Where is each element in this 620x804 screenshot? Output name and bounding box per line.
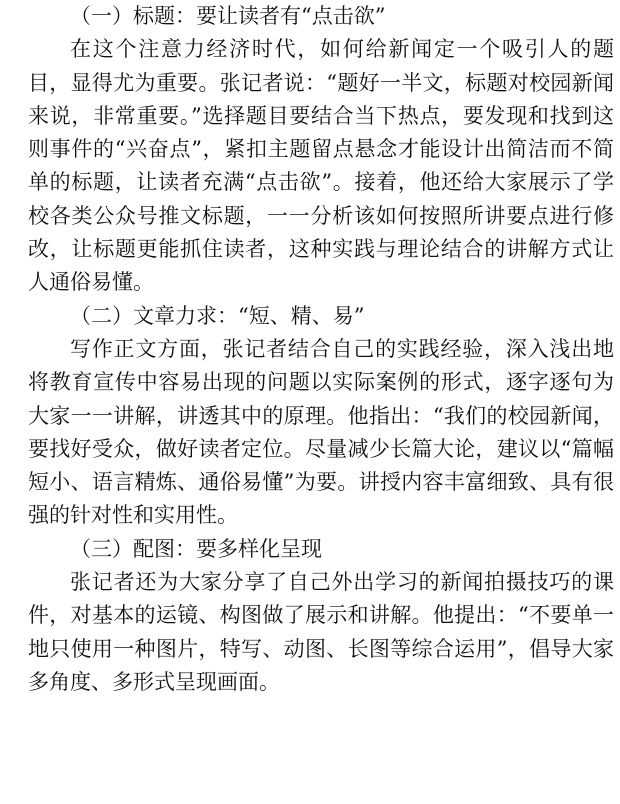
- section-2-paragraph: 写作正文方面，张记者结合自己的实践经验，深入浅出地将教育宣传中容易出现的问题以实际案例的形式，逐字逐句为大家一一讲解，讲透其中的原理。他指出：“我们的校园新闻，要找好受众，做好读者定位。尽量减少长篇大论，建议以“篇幅短小、语言精炼、通俗易懂”为要。讲授内容丰富细致、具有很强的针对性和实用性。: [28, 336, 614, 528]
- section-heading-2: （二）文章力求：“短、精、易”: [70, 303, 365, 328]
- section-heading-3: （三）配图：要多样化呈现: [70, 536, 322, 561]
- section-3-paragraph: 张记者还为大家分享了自己外出学习的新闻拍摄技巧的课件，对基本的运镜、构图做了展示和讲解。他提出：“不要单一地只使用一种图片，特写、动图、长图等综合运用”，倡导大家多角度、多形式呈现画面。: [28, 570, 614, 694]
- section-1-paragraph: 在这个注意力经济时代，如何给新闻定一个吸引人的题目，显得尤为重要。张记者说：“题好一半文，标题对校园新闻来说，非常重要。”选择题目要结合当下热点，要发现和找到这则事件的“兴奋点”，紧扣主题留点悬念才能设计出简洁而不简单的标题，让读者充满“点击欲”。接着，他还给大家展示了学校各类公众号推文标题，一一分析该如何按照所讲要点进行修改，让标题更能抓住读者，这种实践与理论结合的讲解方式让人通俗易懂。: [28, 37, 614, 295]
- section-heading-1: （一）标题：要让读者有“点击欲”: [70, 4, 386, 28]
